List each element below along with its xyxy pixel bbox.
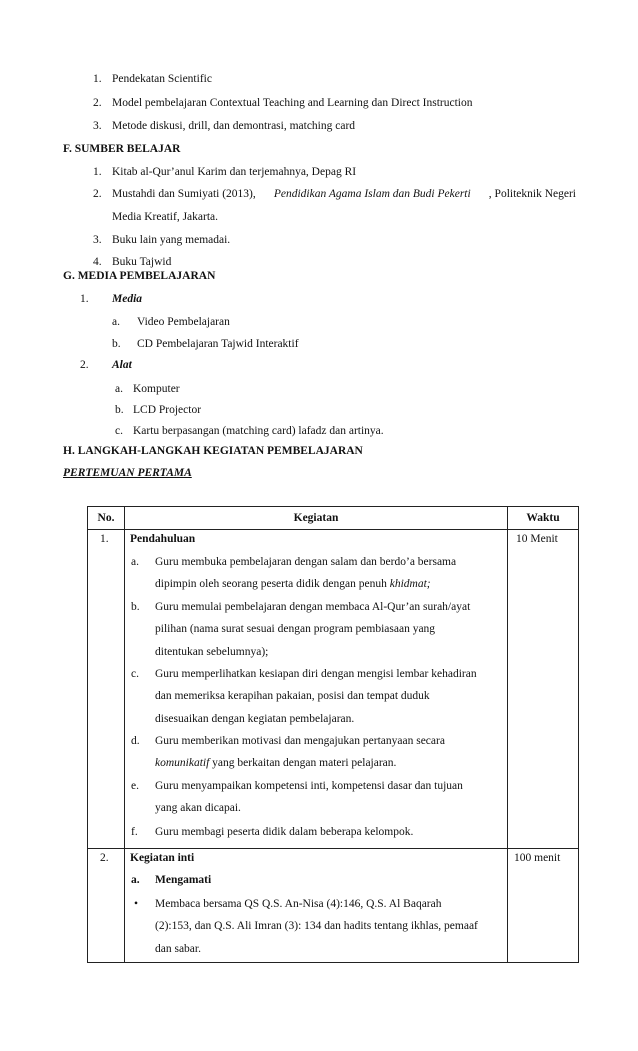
activity-title: Kegiatan inti: [130, 852, 195, 864]
list-letter: e.: [131, 780, 139, 792]
duration: 10 Menit: [516, 533, 558, 545]
list-letter: a.: [112, 316, 120, 328]
table-row: [88, 530, 579, 849]
activity-text-line: [155, 556, 501, 568]
activity-cell: [125, 849, 508, 963]
duration-cell: [508, 530, 579, 849]
media-item-text: CD Pembelajaran Tajwid Interaktif: [137, 338, 299, 350]
subsection-title: Mengamati: [155, 874, 212, 886]
activity-text: Guru membuka pembelajaran dengan salam dan berdo’a bersama: [155, 556, 457, 568]
source-publisher: , Politeknik Negeri: [488, 188, 576, 200]
list-number: 2.: [93, 188, 102, 200]
bullet-icon: •: [134, 898, 139, 910]
list-letter: a.: [131, 556, 139, 568]
activity-text: yang akan dicapai.: [155, 802, 241, 814]
list-letter: f.: [131, 826, 138, 838]
alat-item-text: Kartu berpasangan (matching card) lafadz dan artinya.: [133, 425, 384, 437]
activity-text: Guru memperlihatkan kesiapan diri dengan mengisi lembar kehadiran: [155, 668, 477, 680]
section-g-heading: G. MEDIA PEMBELAJARAN: [63, 270, 216, 282]
row-number-cell: [88, 530, 125, 849]
list-item-text: Model pembelajaran Contextual Teaching and Learning dan Direct Instruction: [112, 97, 473, 109]
list-number: 2.: [93, 97, 102, 109]
duration: 100 menit: [514, 852, 561, 864]
activity-cell: [125, 530, 508, 849]
list-number: 1.: [93, 73, 102, 85]
list-number: 3.: [93, 234, 102, 246]
source-item-text: Media Kreatif, Jakarta.: [112, 211, 219, 223]
section-h-heading: H. LANGKAH-LANGKAH KEGIATAN PEMBELAJARAN: [63, 445, 363, 457]
table-row: [88, 849, 579, 963]
list-letter: b.: [115, 404, 124, 416]
activity-text-part: yang berkaitan dengan materi pelajaran.: [212, 757, 397, 769]
book-title: Pendidikan Agama Islam dan Budi Pekerti: [273, 188, 471, 200]
list-number: 1.: [80, 293, 89, 305]
activity-text: Guru memberikan motivasi dan mengajukan pertanyaan secara: [155, 735, 445, 747]
source-item-text: Kitab al-Qur’anul Karim dan terjemahnya, Depag RI: [112, 166, 357, 178]
list-number: 3.: [93, 120, 102, 132]
row-number: 1.: [100, 533, 109, 545]
activity-text-part: dipimpin oleh seorang peserta didik dengan penuh: [155, 578, 387, 590]
alat-item-text: Komputer: [133, 383, 180, 395]
activity-text: [155, 757, 396, 769]
activity-text: Membaca bersama QS Q.S. An-Nisa (4):146, Q.S. Al Baqarah: [155, 898, 442, 910]
source-item-text: Buku Tajwid: [112, 256, 172, 268]
activity-text: disesuaikan dengan kegiatan pembelajaran.: [155, 713, 355, 725]
source-authors: Mustahdi dan Sumiyati (2013),: [112, 188, 256, 200]
source-item-text: Buku lain yang memadai.: [112, 234, 231, 246]
activities-table: [87, 506, 579, 963]
activity-title: Pendahuluan: [130, 533, 196, 545]
activity-text: pilihan (nama surat sesuai dengan program pembiasaan yang: [155, 623, 436, 635]
alat-item-text: LCD Projector: [133, 404, 202, 416]
table-header-row: [88, 507, 579, 530]
header-waktu: Waktu: [508, 507, 579, 530]
media-label: Media: [112, 293, 143, 305]
emphasis-text: khidmat;: [389, 578, 431, 590]
list-letter: c.: [115, 425, 123, 437]
activity-text: Guru memulai pembelajaran dengan membaca Al-Qur’an surah/ayat: [155, 601, 471, 613]
activity-text: [155, 578, 431, 590]
row-number: 2.: [100, 852, 109, 864]
activity-text: dan sabar.: [155, 943, 201, 955]
list-letter: b.: [131, 601, 140, 613]
list-item-text: Pendekatan Scientific: [112, 73, 212, 85]
emphasis-text: komunikatif: [155, 757, 210, 769]
alat-label: Alat: [112, 359, 132, 371]
source-item-line: [112, 188, 576, 200]
row-number-cell: [88, 849, 125, 963]
list-letter: c.: [131, 668, 139, 680]
list-letter: a.: [131, 874, 140, 886]
list-item-text: Metode diskusi, drill, dan demontrasi, matching card: [112, 120, 356, 132]
list-number: 4.: [93, 256, 102, 268]
list-letter: a.: [115, 383, 123, 395]
activity-text: Guru membagi peserta didik dalam beberapa kelompok.: [155, 826, 414, 838]
list-number: 1.: [93, 166, 102, 178]
duration-cell: [508, 849, 579, 963]
header-no: No.: [88, 507, 125, 530]
activity-text: ditentukan sebelumnya);: [155, 646, 269, 658]
header-kegiatan: Kegiatan: [125, 507, 508, 530]
list-letter: b.: [112, 338, 121, 350]
media-item-text: Video Pembelajaran: [137, 316, 230, 328]
meeting-title: PERTEMUAN PERTAMA: [63, 467, 192, 479]
activity-text: (2):153, dan Q.S. Ali Imran (3): 134 dan hadits tentang ikhlas, pemaaf: [155, 920, 478, 932]
list-number: 2.: [80, 359, 89, 371]
activity-text: dan memeriksa kerapihan pakaian, posisi dan tempat duduk: [155, 690, 430, 702]
activity-text: Guru menyampaikan kompetensi inti, kompetensi dasar dan tujuan: [155, 780, 463, 792]
list-letter: d.: [131, 735, 140, 747]
section-f-heading: F. SUMBER BELAJAR: [63, 143, 181, 155]
